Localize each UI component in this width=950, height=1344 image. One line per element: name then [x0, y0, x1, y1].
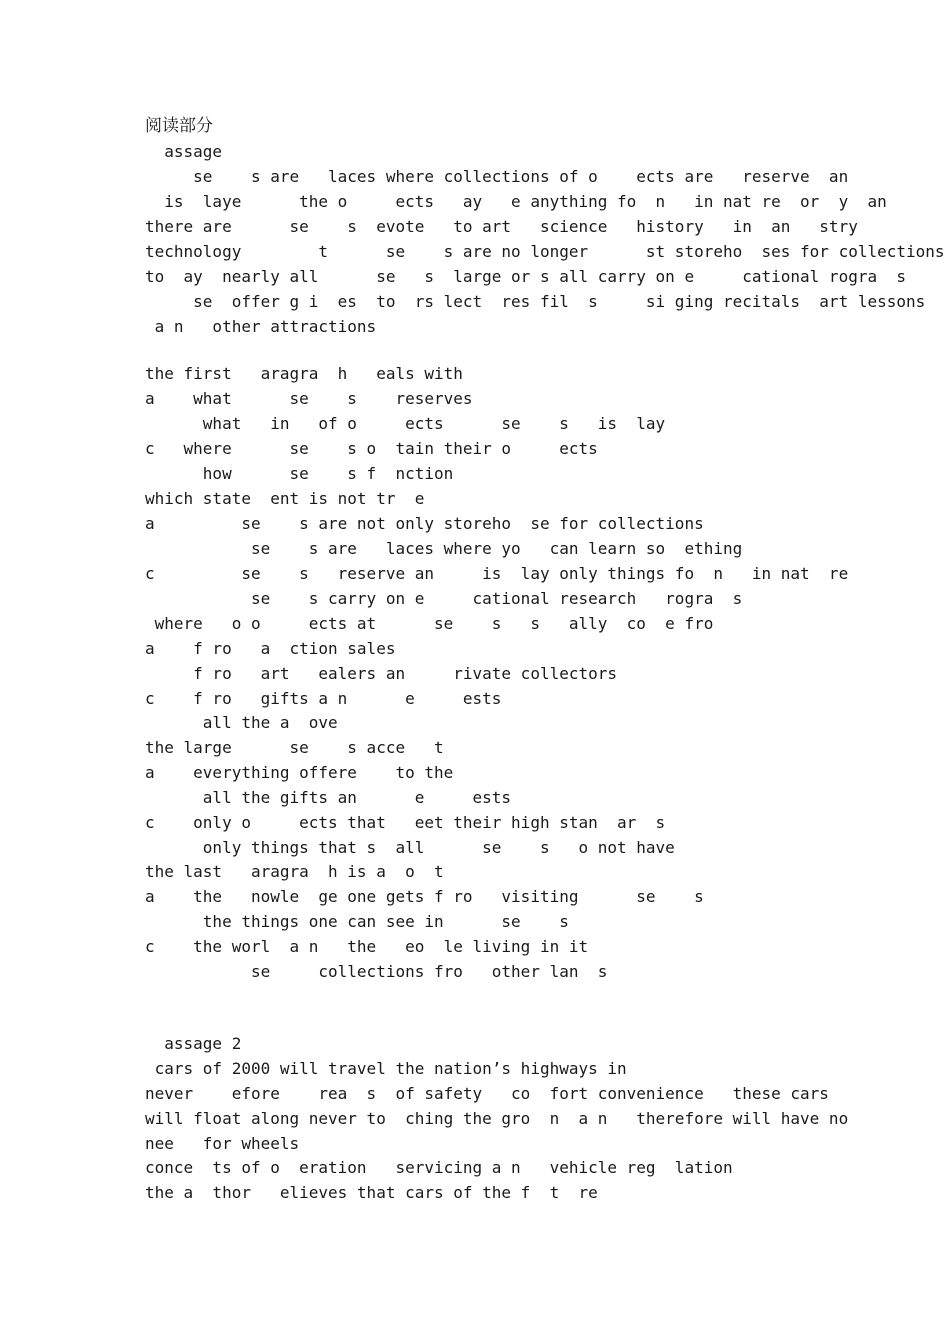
question-line: f ro art ealers an rivate collectors — [145, 664, 618, 683]
question-line: c f ro gifts a n e ests — [145, 689, 502, 708]
question-line: a se s are not only storeho se for collections — [145, 514, 704, 533]
question-line: c se s reserve an is lay only things fo n in nat re — [145, 564, 849, 583]
question-line: se collections fro other lan s — [145, 962, 608, 981]
question-line: how se s f nction — [145, 464, 454, 483]
question-line: c only o ects that eet their high stan ar s — [145, 813, 666, 832]
passage-2-line: the a thor elieves that cars of the f t re — [145, 1183, 598, 1202]
question-line: where o o ects at se s s ally co e fro — [145, 614, 714, 633]
passage-2-line: cars of 2000 will travel the nation’s highways in — [145, 1059, 627, 1078]
passage-1-line: se s are laces where collections of o ects are reserve an — [145, 167, 849, 186]
question-line: c where se s o tain their o ects — [145, 439, 598, 458]
question-line: se s carry on e cational research rogra s — [145, 589, 743, 608]
question-line: all the a ove — [145, 713, 338, 732]
question-line: what in of o ects se s is lay — [145, 414, 666, 433]
passage-1-line: technology t se s are no longer st storeho ses for collections — [145, 242, 945, 261]
question-line: which state ent is not tr e — [145, 489, 425, 508]
question-line: the large se s acce t — [145, 738, 444, 757]
question-line: the first aragra h eals with — [145, 364, 463, 383]
passage-1-title: assage — [145, 142, 223, 161]
passage-2-line: conce ts of o eration servicing a n vehicle reg lation — [145, 1158, 733, 1177]
passage-1-line: to ay nearly all se s large or s all carry on e cational rogra s — [145, 267, 906, 286]
passage-2-line: never efore rea s of safety co fort convenience these cars — [145, 1084, 829, 1103]
passage-2-line: will float along never to ching the gro n a n therefore will have no — [145, 1109, 849, 1128]
passage-2-line: nee for wheels — [145, 1134, 300, 1153]
question-line: the things one can see in se s — [145, 912, 569, 931]
passage-1-line: there are se s evote to art science history in an stry — [145, 217, 858, 236]
passage-2-title: assage 2 — [145, 1034, 242, 1053]
passage-1-line: is laye the o ects ay e anything fo n in nat re or y an — [145, 192, 887, 211]
passage-1-line: se offer g i es to rs lect res fil s si ging recitals art lessons — [145, 292, 926, 311]
section-heading: 阅读部分 — [145, 116, 213, 136]
question-line: a the nowle ge one gets f ro visiting se s — [145, 887, 704, 906]
question-line: se s are laces where yo can learn so ething — [145, 539, 743, 558]
question-line: a everything offere to the — [145, 763, 454, 782]
question-line: c the worl a n the eo le living in it — [145, 937, 589, 956]
question-line: a f ro a ction sales — [145, 639, 396, 658]
question-line: the last aragra h is a o t — [145, 862, 444, 881]
passage-1-line: a n other attractions — [145, 317, 377, 336]
question-line: a what se s reserves — [145, 389, 473, 408]
question-line: all the gifts an e ests — [145, 788, 512, 807]
question-line: only things that s all se s o not have — [145, 838, 675, 857]
